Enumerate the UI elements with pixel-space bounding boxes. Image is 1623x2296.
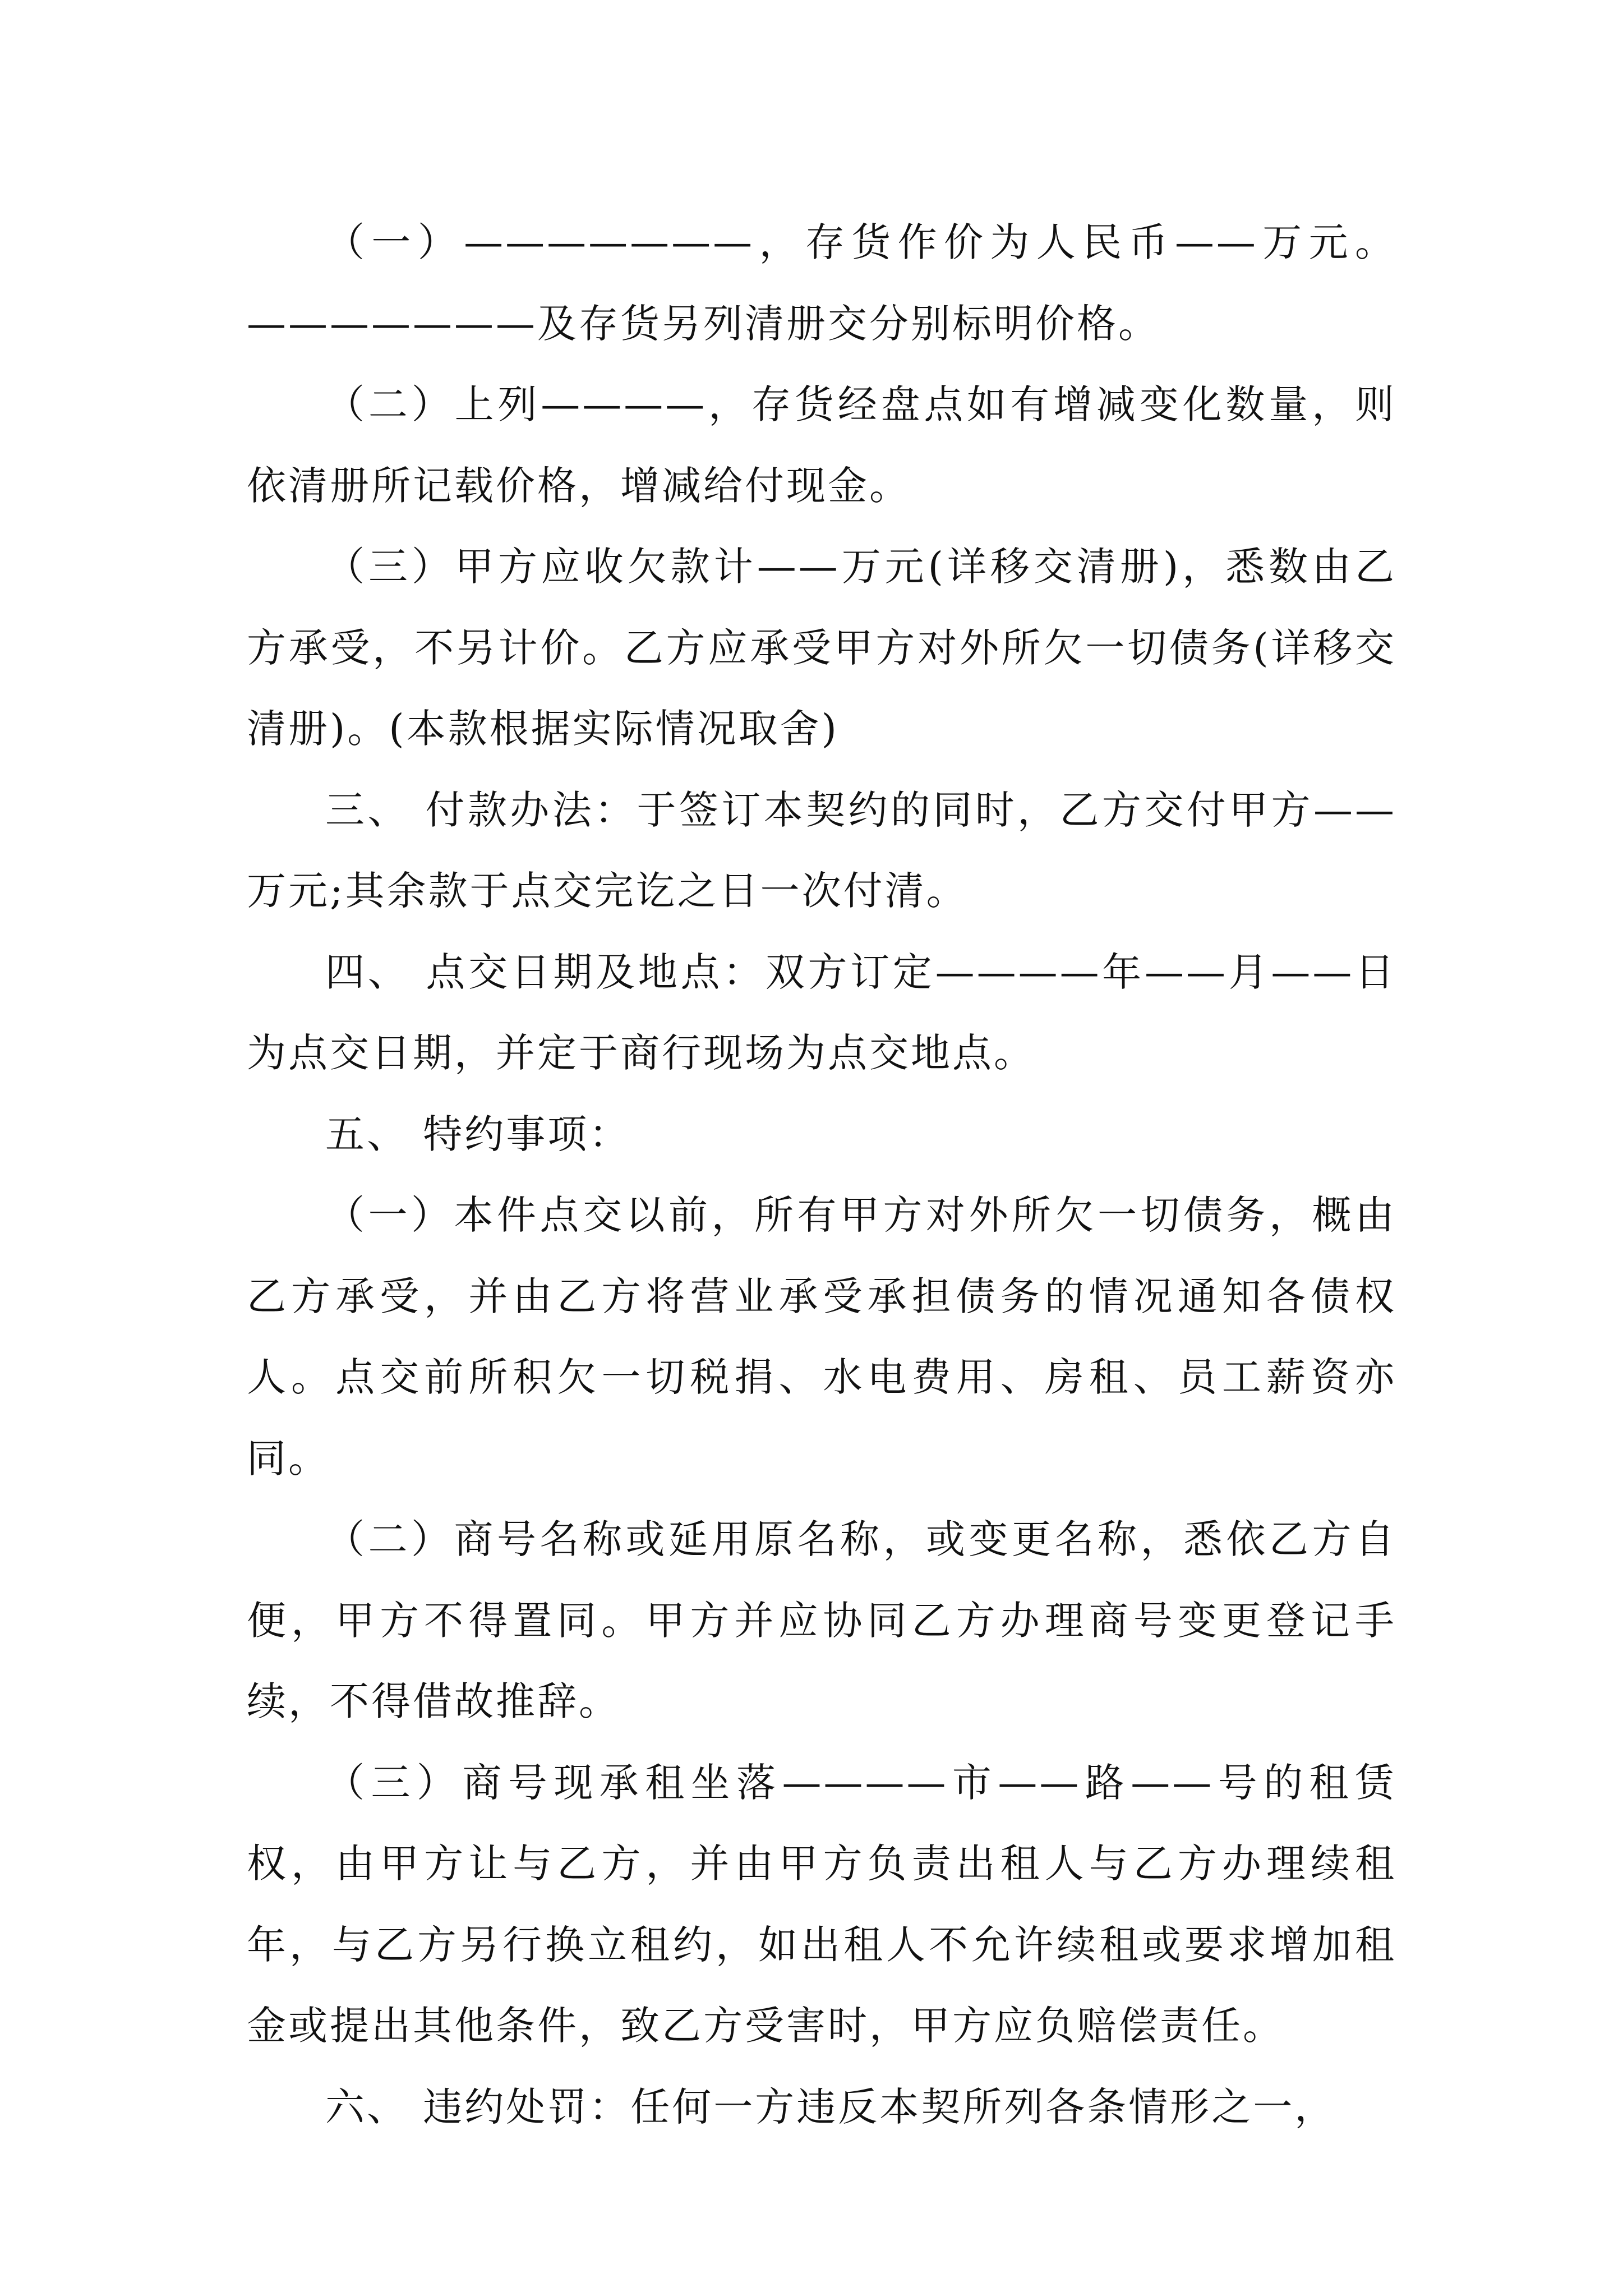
section-breach-penalty: 六、 违约处罚：任何一方违反本契所列各条情形之一， (325, 2083, 1336, 2130)
clause-inventory-count: （二）上列————，存货经盘点如有增减变化数量，则依清册所记载价格，增减给付现金。 (247, 381, 1396, 509)
clause-receivables: （三）甲方应收欠款计——万元(详移交清册)，悉数由乙方承受，不另计价。乙方应承受甲方对外所欠一切债务(详移交清册)。(本款根据实际情况取舍) (247, 544, 1396, 752)
section-handover-date: 四、 点交日期及地点：双方订定————年——月——日为点交日期，并定于商行现场为点交地点。 (247, 949, 1396, 1076)
clause-business-name: （二）商号名称或延用原名称，或变更名称，悉依乙方自便，甲方不得置同。甲方并应协同乙方办理商号变更登记手续，不得借故推辞。 (247, 1516, 1396, 1724)
section-special-terms-heading: 五、 特约事项： (325, 1111, 631, 1157)
clause-lease-transfer: （三）商号现承租坐落————市——路——号的租赁权，由甲方让与乙方，并由甲方负责出租人与乙方办理续租年，与乙方另行换立租约，如出租人不允许续租或要求增加租金或提出其他条件，致乙方受害时，甲方应负赔偿责任。 (247, 1759, 1396, 2049)
clause-debts-before-handover: （一）本件点交以前，所有甲方对外所欠一切债务，概由乙方承受，并由乙方将营业承受承担债务的情况通知各债权人。点交前所积欠一切税捐、水电费用、房租、员工薪资亦同。 (247, 1192, 1396, 1481)
clause-inventory-price: （一）———————，存货作价为人民币——万元。———————及存货另列清册交分别标明价格。 (247, 219, 1396, 347)
section-payment-method: 三、 付款办法：于签订本契约的同时，乙方交付甲方——万元;其余款于点交完讫之日一次付清。 (247, 786, 1396, 914)
contract-body (247, 202, 1396, 2147)
